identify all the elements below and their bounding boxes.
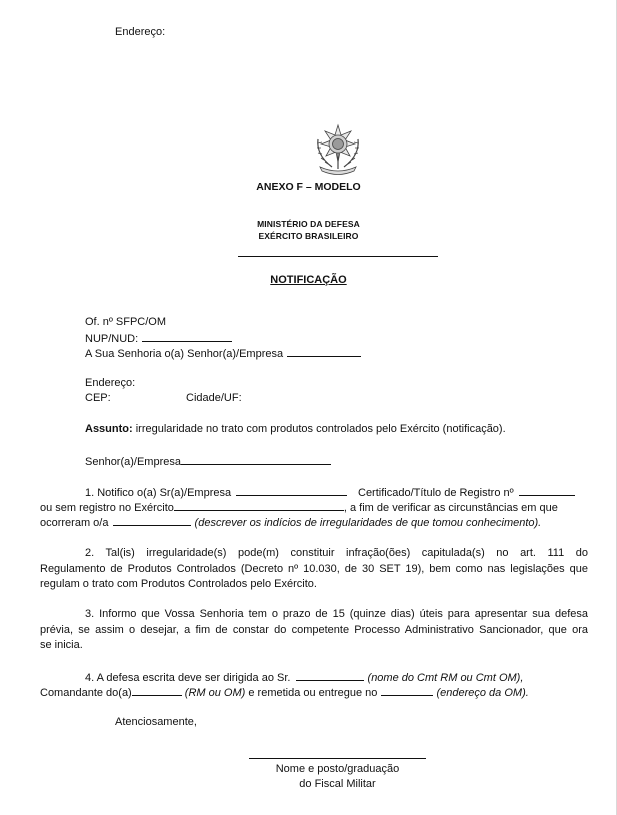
signature-line xyxy=(249,758,426,759)
p4-address-hint: (endereço da OM). xyxy=(436,687,529,699)
closing: Atenciosamente, xyxy=(115,716,197,728)
ministry-name: MINISTÉRIO DA DEFESA xyxy=(257,219,360,229)
p1-verify-text: , a fim de verificar as circunstâncias em que xyxy=(343,502,558,514)
p4-commander-hint: (nome do Cmt RM ou Cmt OM), xyxy=(367,672,524,684)
paragraph-3 xyxy=(40,607,588,654)
p1-occurred-text: ocorreram o/a xyxy=(40,517,109,529)
nup-field xyxy=(85,331,232,345)
recipient-blank xyxy=(287,346,361,357)
p1-occurrence-blank xyxy=(113,515,191,526)
p2-line2: Regulamento de Produtos Controlados (Decreto nº 10.030, de 30 SET 19), bem como nas legislações que xyxy=(40,562,588,575)
p1-line2 xyxy=(40,500,558,514)
p2-line1: 2. Tal(is) irregularidade(s) pode(m) constituir infração(ões) capitulada(s) no art. 111 do xyxy=(85,547,588,559)
brazil-coat-of-arms-icon xyxy=(310,123,366,175)
salutation xyxy=(85,454,331,468)
p1-line3 xyxy=(40,515,541,529)
recipient-field xyxy=(85,346,361,360)
p3-line3: se inicia. xyxy=(40,639,83,651)
p4-line2 xyxy=(40,685,529,699)
p1-line1-left xyxy=(85,485,347,499)
salutation-label: Senhor(a)/Empresa xyxy=(85,456,181,468)
p4-commander-of-text: Comandante do(a) xyxy=(40,687,132,699)
top-address-label: Endereço: xyxy=(115,26,166,38)
p1-line1-right xyxy=(358,485,575,499)
subject-text: irregularidade no trato com produtos controlados pelo Exército (notificação). xyxy=(132,423,506,435)
subject-line xyxy=(85,423,506,435)
cep-label: CEP: xyxy=(85,392,111,404)
p4-delivered-text: e remetida ou entregue no xyxy=(248,687,378,699)
p1-describe-hint: (descrever os indícios de irregularidades de que tomou conhecimento). xyxy=(194,517,542,529)
nup-label: NUP/NUD: xyxy=(85,333,139,345)
signature-name: Nome e posto/graduação xyxy=(275,763,400,775)
army-name: EXÉRCITO BRASILEIRO xyxy=(258,231,359,241)
p4-unit-hint: (RM ou OM) xyxy=(184,687,246,699)
p4-line1 xyxy=(85,670,523,684)
p3-line1: 3. Informo que Vossa Senhoria tem o prazo de 15 (quinze dias) úteis para apresentar sua defesa xyxy=(85,608,588,620)
nup-blank xyxy=(142,331,232,342)
p4-unit-blank xyxy=(132,685,182,696)
p4-commander-blank xyxy=(296,670,364,681)
p1-registry-text: ou sem registro no Exército xyxy=(40,502,174,514)
address-label: Endereço: xyxy=(85,377,136,389)
salutation-blank xyxy=(181,454,331,465)
signature-role: do Fiscal Militar xyxy=(299,778,376,790)
p4-address-blank xyxy=(381,685,433,696)
office-number-field: Of. nº SFPC/OM xyxy=(85,316,167,328)
paragraph-2 xyxy=(40,546,588,593)
document-title: NOTIFICAÇÃO xyxy=(270,274,347,286)
p2-line3: regulam o trato com Produtos Controlados pelo Exército. xyxy=(40,578,317,590)
p3-line2: prévia, se assim o desejar, a fim de constar do competente Processo Administrativo Sancionador, que ora xyxy=(40,623,588,636)
city-label: Cidade/UF: xyxy=(186,392,242,404)
p1-company-blank xyxy=(236,485,347,496)
recipient-label: A Sua Senhoria o(a) Senhor(a)/Empresa xyxy=(85,348,284,360)
header-separator xyxy=(238,256,438,257)
subject-label: Assunto: xyxy=(85,423,133,435)
p1-certificate-text: Certificado/Título de Registro nº xyxy=(358,487,514,499)
annex-title: ANEXO F – MODELO xyxy=(256,181,361,193)
p1-registry-blank xyxy=(174,500,344,511)
p1-notify-text: 1. Notifico o(a) Sr(a)/Empresa xyxy=(85,487,232,499)
p4-addressed-text: 4. A defesa escrita deve ser dirigida ao Sr. xyxy=(85,672,291,684)
p1-certificate-blank xyxy=(519,485,575,496)
